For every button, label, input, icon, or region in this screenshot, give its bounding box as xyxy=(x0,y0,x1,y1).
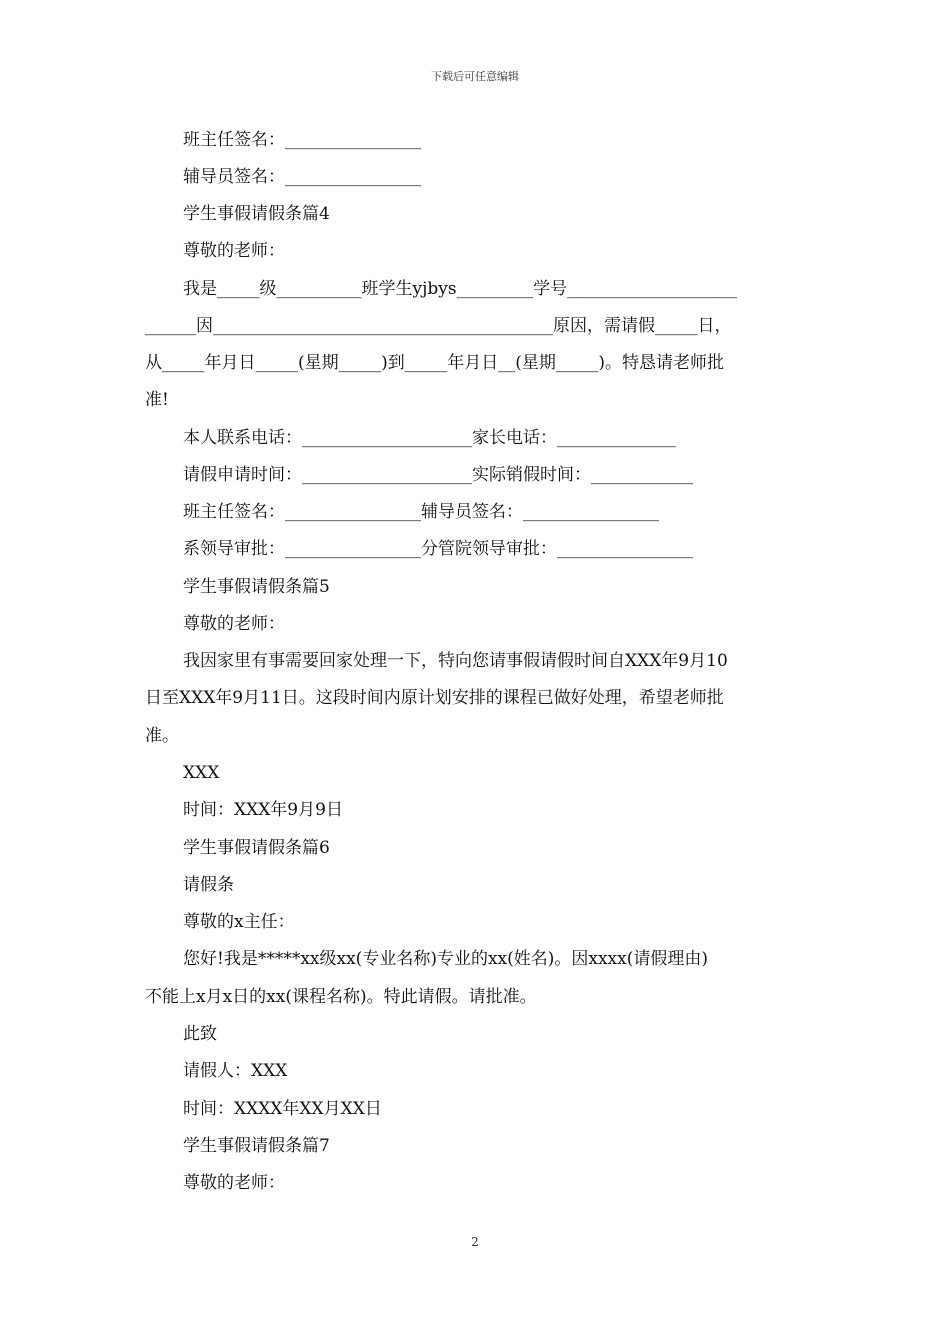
paragraph-line: 准。 xyxy=(145,726,179,746)
date-line: 时间：XXXX年XX月XX日 xyxy=(183,1099,382,1119)
paragraph-line: 我是_____级__________班学生yjbys_________学号____________________ xyxy=(183,279,738,299)
page-number: 2 xyxy=(471,1235,479,1249)
salutation: 尊敬的x主任： xyxy=(183,912,295,932)
text-line: 系领导审批：________________分管院领导审批：________________ xyxy=(183,539,693,559)
salutation: 尊敬的老师： xyxy=(183,1173,285,1193)
text-line: 班主任签名：________________ xyxy=(183,130,421,150)
text-line: 请假申请时间：____________________实际销假时间：____________ xyxy=(183,465,693,485)
section-heading: 学生事假请假条篇7 xyxy=(183,1136,330,1156)
text-line: 本人联系电话：____________________家长电话：______________ xyxy=(183,428,676,448)
closing-line: 此致 xyxy=(183,1024,217,1044)
paragraph-line: 我因家里有事需要回家处理一下，特向您请事假请假时间自XXX年9月10 xyxy=(183,651,728,671)
note-title: 请假条 xyxy=(183,875,234,895)
paragraph-line: 日至XXX年9月11日。这段时间内原计划安排的课程已做好处理，希望老师批 xyxy=(145,688,724,708)
paragraph-line: 您好!我是*****xx级xx(专业名称)专业的xx(姓名)。因xxxx(请假理由) xyxy=(183,949,708,969)
paragraph-line: 不能上x月x日的xx(课程名称)。特此请假。请批准。 xyxy=(145,987,537,1007)
paragraph-line: 从_____年月日_____(星期_____)到_____年月日__(星期_____)。特恳请老师批 xyxy=(145,353,725,373)
paragraph-line: 准! xyxy=(145,390,169,410)
paragraph-line: ______因________________________________________原因，需请假_____日， xyxy=(145,316,732,336)
signature-name: XXX xyxy=(183,763,220,783)
section-heading: 学生事假请假条篇5 xyxy=(183,577,330,597)
signature-name: 请假人：XXX xyxy=(183,1061,288,1081)
page-header: 下载后可任意编辑 xyxy=(431,70,519,83)
section-heading: 学生事假请假条篇4 xyxy=(183,204,330,224)
salutation: 尊敬的老师： xyxy=(183,614,285,634)
date-line: 时间：XXX年9月9日 xyxy=(183,800,343,820)
salutation: 尊敬的老师： xyxy=(183,241,285,261)
text-line: 班主任签名：________________辅导员签名：________________ xyxy=(183,502,659,522)
section-heading: 学生事假请假条篇6 xyxy=(183,838,330,858)
text-line: 辅导员签名：________________ xyxy=(183,167,421,187)
